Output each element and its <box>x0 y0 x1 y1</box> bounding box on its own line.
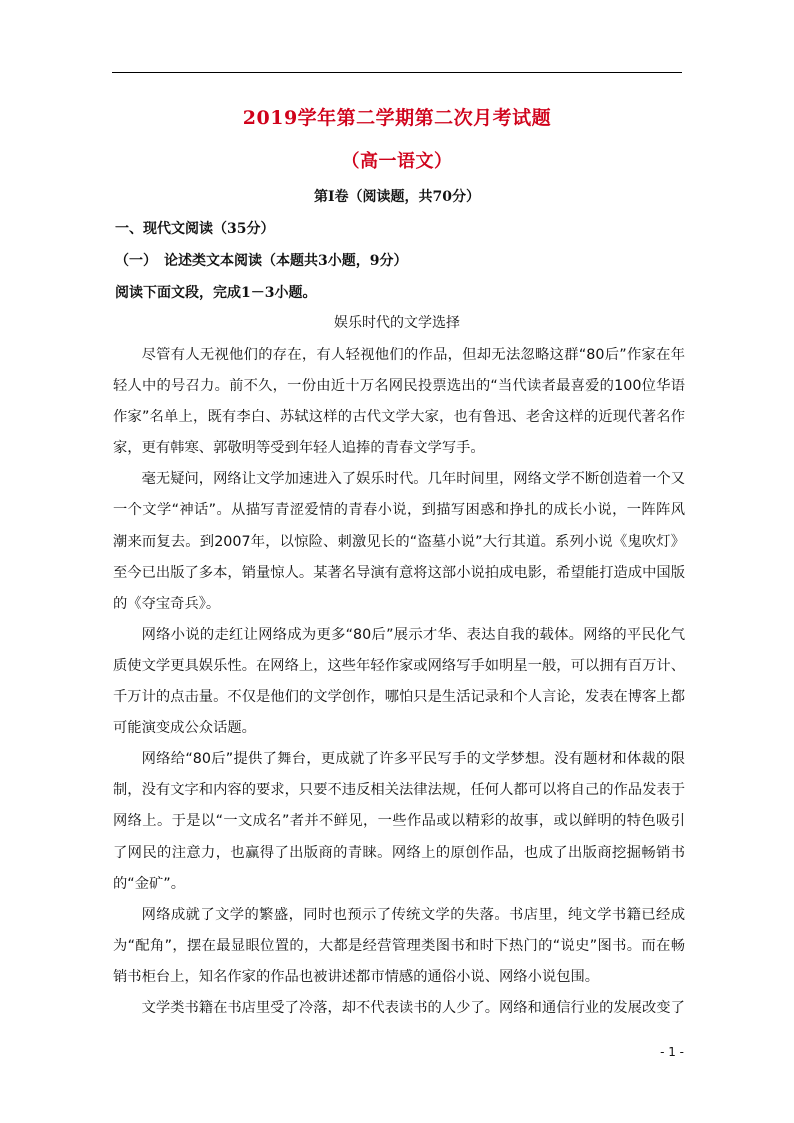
subsection-heading: （一） 论述类文本阅读（本题共3小题，9分） <box>115 253 408 269</box>
reading-instruction: 阅读下面文段，完成1－3小题。 <box>115 285 317 301</box>
article-paragraph: 毫无疑问，网络让文学加速进入了娱乐时代。几年时间里，网络文学不断创造着一个又一个文学“神话”。从描写青涩爱情的青春小说，到描写困惑和挣扎的成长小说，一阵阵风潮来而复去。到2007年，以惊险、刺激见长的“盗墓小说”大行其道。系列小说《鬼吹灯》至今已出版了多本，销量惊人。某著名导演有意将这部小说拍成电影，希望能打造成中国版的《夺宝奇兵》。 <box>113 471 685 612</box>
article-paragraph: 网络给“80后”提供了舞台，更成就了许多平民写手的文学梦想。没有题材和体裁的限制，没有文字和内容的要求，只要不违反相关法律法规，任何人都可以将自己的作品发表于网络上。于是以“一文成名”者并不鲜见，一些作品或以精彩的故事，或以鲜明的特色吸引了网民的注意力，也赢得了出版商的青睐。网络上的原创作品，也成了出版商挖掘畅销书的“金矿”。 <box>113 751 685 892</box>
page-number: - 1 - <box>660 1045 684 1059</box>
exam-title: 2019学年第二学期第二次月考试题 <box>242 107 552 129</box>
part-label: 第Ⅰ卷（阅读题，共70分） <box>313 189 481 205</box>
article-body <box>113 340 685 1024</box>
article-paragraph: 文学类书籍在书店里受了冷落，却不代表读书的人少了。网络和通信行业的发展改变了 <box>141 999 685 1016</box>
section-heading: 一、现代文阅读（35分） <box>115 221 275 237</box>
article-paragraph: 网络小说的走红让网络成为更多“80后”展示才华、表达自我的载体。网络的平民化气质使文学更具娱乐性。在网络上，这些年轻作家或网络写手如明星一般，可以拥有百万计、千万计的点击量。不仅是他们的文学创作，哪怕只是生活记录和个人言论，发表在博客上都可能演变成公众话题。 <box>113 626 685 737</box>
header-rule <box>112 72 682 73</box>
article-title: 娱乐时代的文学选择 <box>334 315 460 331</box>
article-paragraph: 网络成就了文学的繁盛，同时也预示了传统文学的失落。书店里，纯文学书籍已经成为“配角”，摆在最显眼位置的，大都是经营管理类图书和时下热门的“说史”图书。而在畅销书柜台上，知名作家的作品也被讲述都市情感的通俗小说、网络小说包围。 <box>113 906 685 985</box>
article-paragraph: 尽管有人无视他们的存在，有人轻视他们的作品，但却无法忽略这群“80后”作家在年轻人中的号召力。前不久，一份由近十万名网民投票选出的“当代读者最喜爱的100位华语作家”名单上，既有李白、苏轼这样的古代文学大家，也有鲁迅、老舍这样的近现代著名作家，更有韩寒、郭敬明等受到年轻人追捧的青春文学写手。 <box>113 347 685 457</box>
exam-subject: （高一语文） <box>341 151 453 172</box>
